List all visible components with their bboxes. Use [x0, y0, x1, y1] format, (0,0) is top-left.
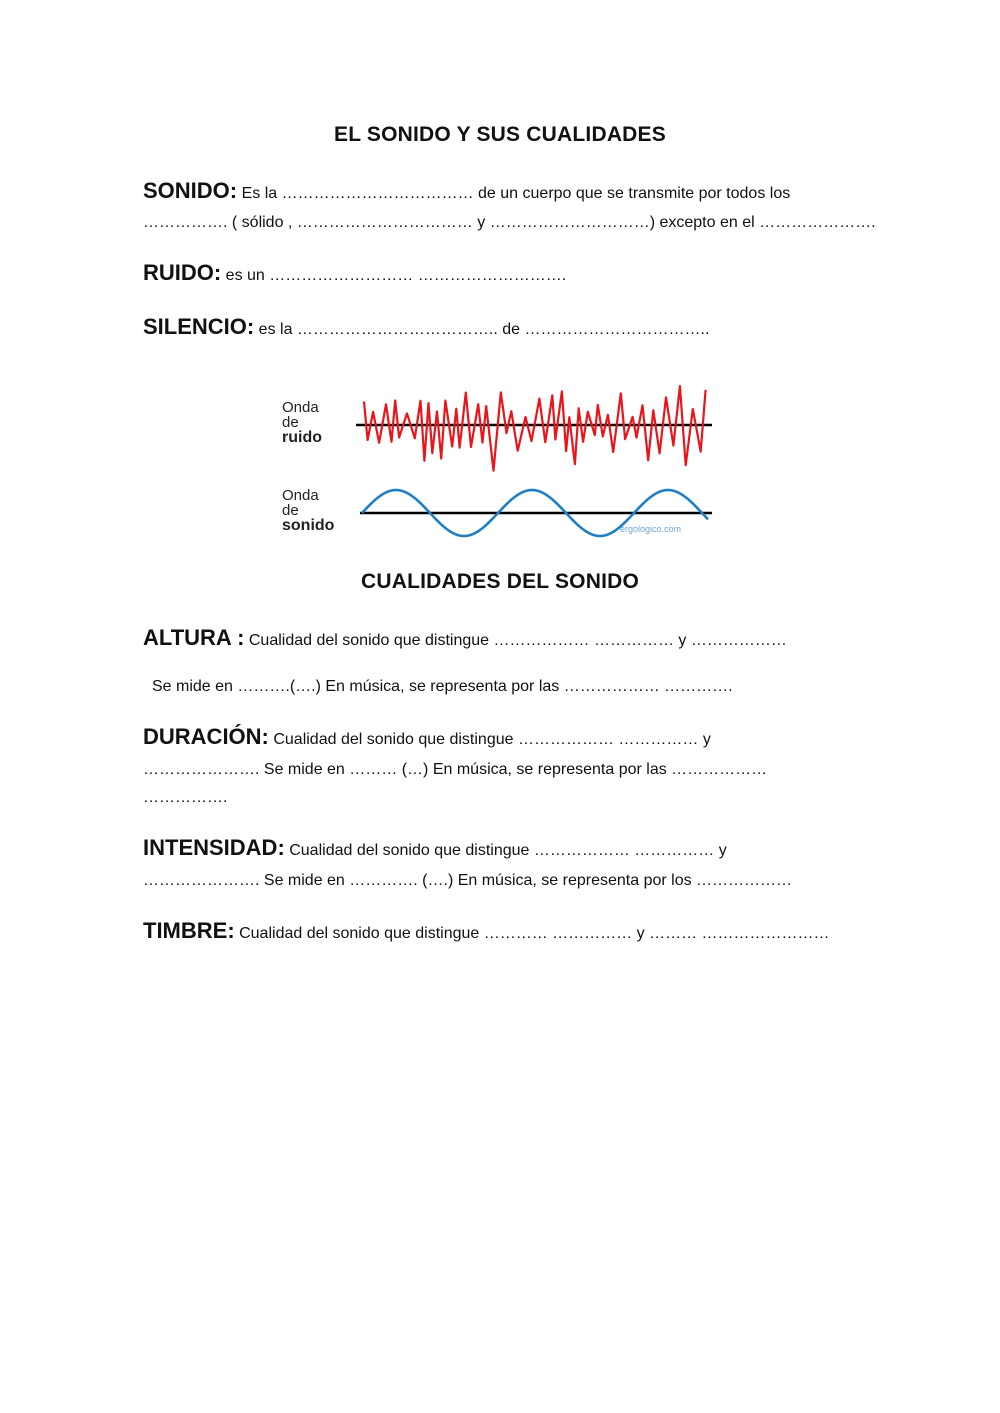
altura-label: ALTURA :: [143, 625, 245, 650]
sonido-label: SONIDO:: [143, 178, 238, 203]
sonido-line-1: [143, 178, 790, 204]
intensidad-text-2: …………………. Se mide en …………. (….) En música, se representa por los ………………: [143, 872, 793, 889]
intensidad-text-1: Cualidad del sonido que distingue ……………… …………… y: [284, 842, 727, 859]
intensidad-line-1: [143, 835, 727, 861]
noise-label-2: de: [282, 414, 299, 431]
ruido-line: [143, 260, 566, 286]
noise-wave: [364, 386, 706, 471]
noise-label-3: ruido: [282, 429, 322, 446]
wave-figure: [276, 362, 716, 544]
noise-label-1: Onda: [282, 399, 319, 416]
duracion-text-3: …………….: [143, 789, 228, 806]
duracion-text-2: …………………. Se mide en ……… (…) En música, se representa por las ………………: [143, 761, 768, 778]
timbre-label: TIMBRE:: [143, 918, 235, 943]
intensidad-label: INTENSIDAD:: [143, 835, 285, 860]
ruido-text: es un ……………………… ……………………….: [221, 267, 567, 284]
silencio-text: es la ……………………………….. de ……………………………..: [254, 321, 710, 338]
intensidad-line-2: [143, 872, 792, 890]
altura-text-1: Cualidad del sonido que distingue ……………… …………… y ………………: [244, 632, 787, 649]
sonido-text-2: ……………. ( sólido , …………………………… y …………………………) excepto en el ………………….: [143, 214, 876, 231]
altura-line-1: [143, 625, 787, 651]
sonido-text-1: Es la ……………………………… de un cuerpo que se transmite por todos los: [237, 185, 791, 202]
timbre-line: [143, 918, 830, 944]
silencio-label: SILENCIO:: [143, 314, 255, 339]
duracion-text-1: Cualidad del sonido que distingue ……………… …………… y: [268, 731, 711, 748]
page-title: EL SONIDO Y SUS CUALIDADES: [334, 123, 666, 146]
sound-label-1: Onda: [282, 487, 319, 504]
sound-label-2: de: [282, 502, 299, 519]
duracion-label: DURACIÓN:: [143, 724, 269, 749]
sound-label-3: sonido: [282, 517, 335, 534]
sonido-line-2: [143, 214, 876, 232]
ruido-label: RUIDO:: [143, 260, 222, 285]
timbre-text: Cualidad del sonido que distingue ………… …………… y ……… ……………………: [234, 925, 830, 942]
wave-graphic: [276, 362, 716, 544]
silencio-line: [143, 314, 709, 340]
duracion-line-1: [143, 724, 711, 750]
watermark: ergologico.com: [620, 524, 682, 534]
duracion-line-3: [143, 789, 227, 807]
duracion-line-2: [143, 761, 767, 779]
altura-text-2: Se mide en ……….(….) En música, se representa por las ……………… ………….: [152, 678, 733, 695]
section-subtitle: CUALIDADES DEL SONIDO: [361, 570, 639, 593]
altura-line-2: [152, 678, 733, 696]
